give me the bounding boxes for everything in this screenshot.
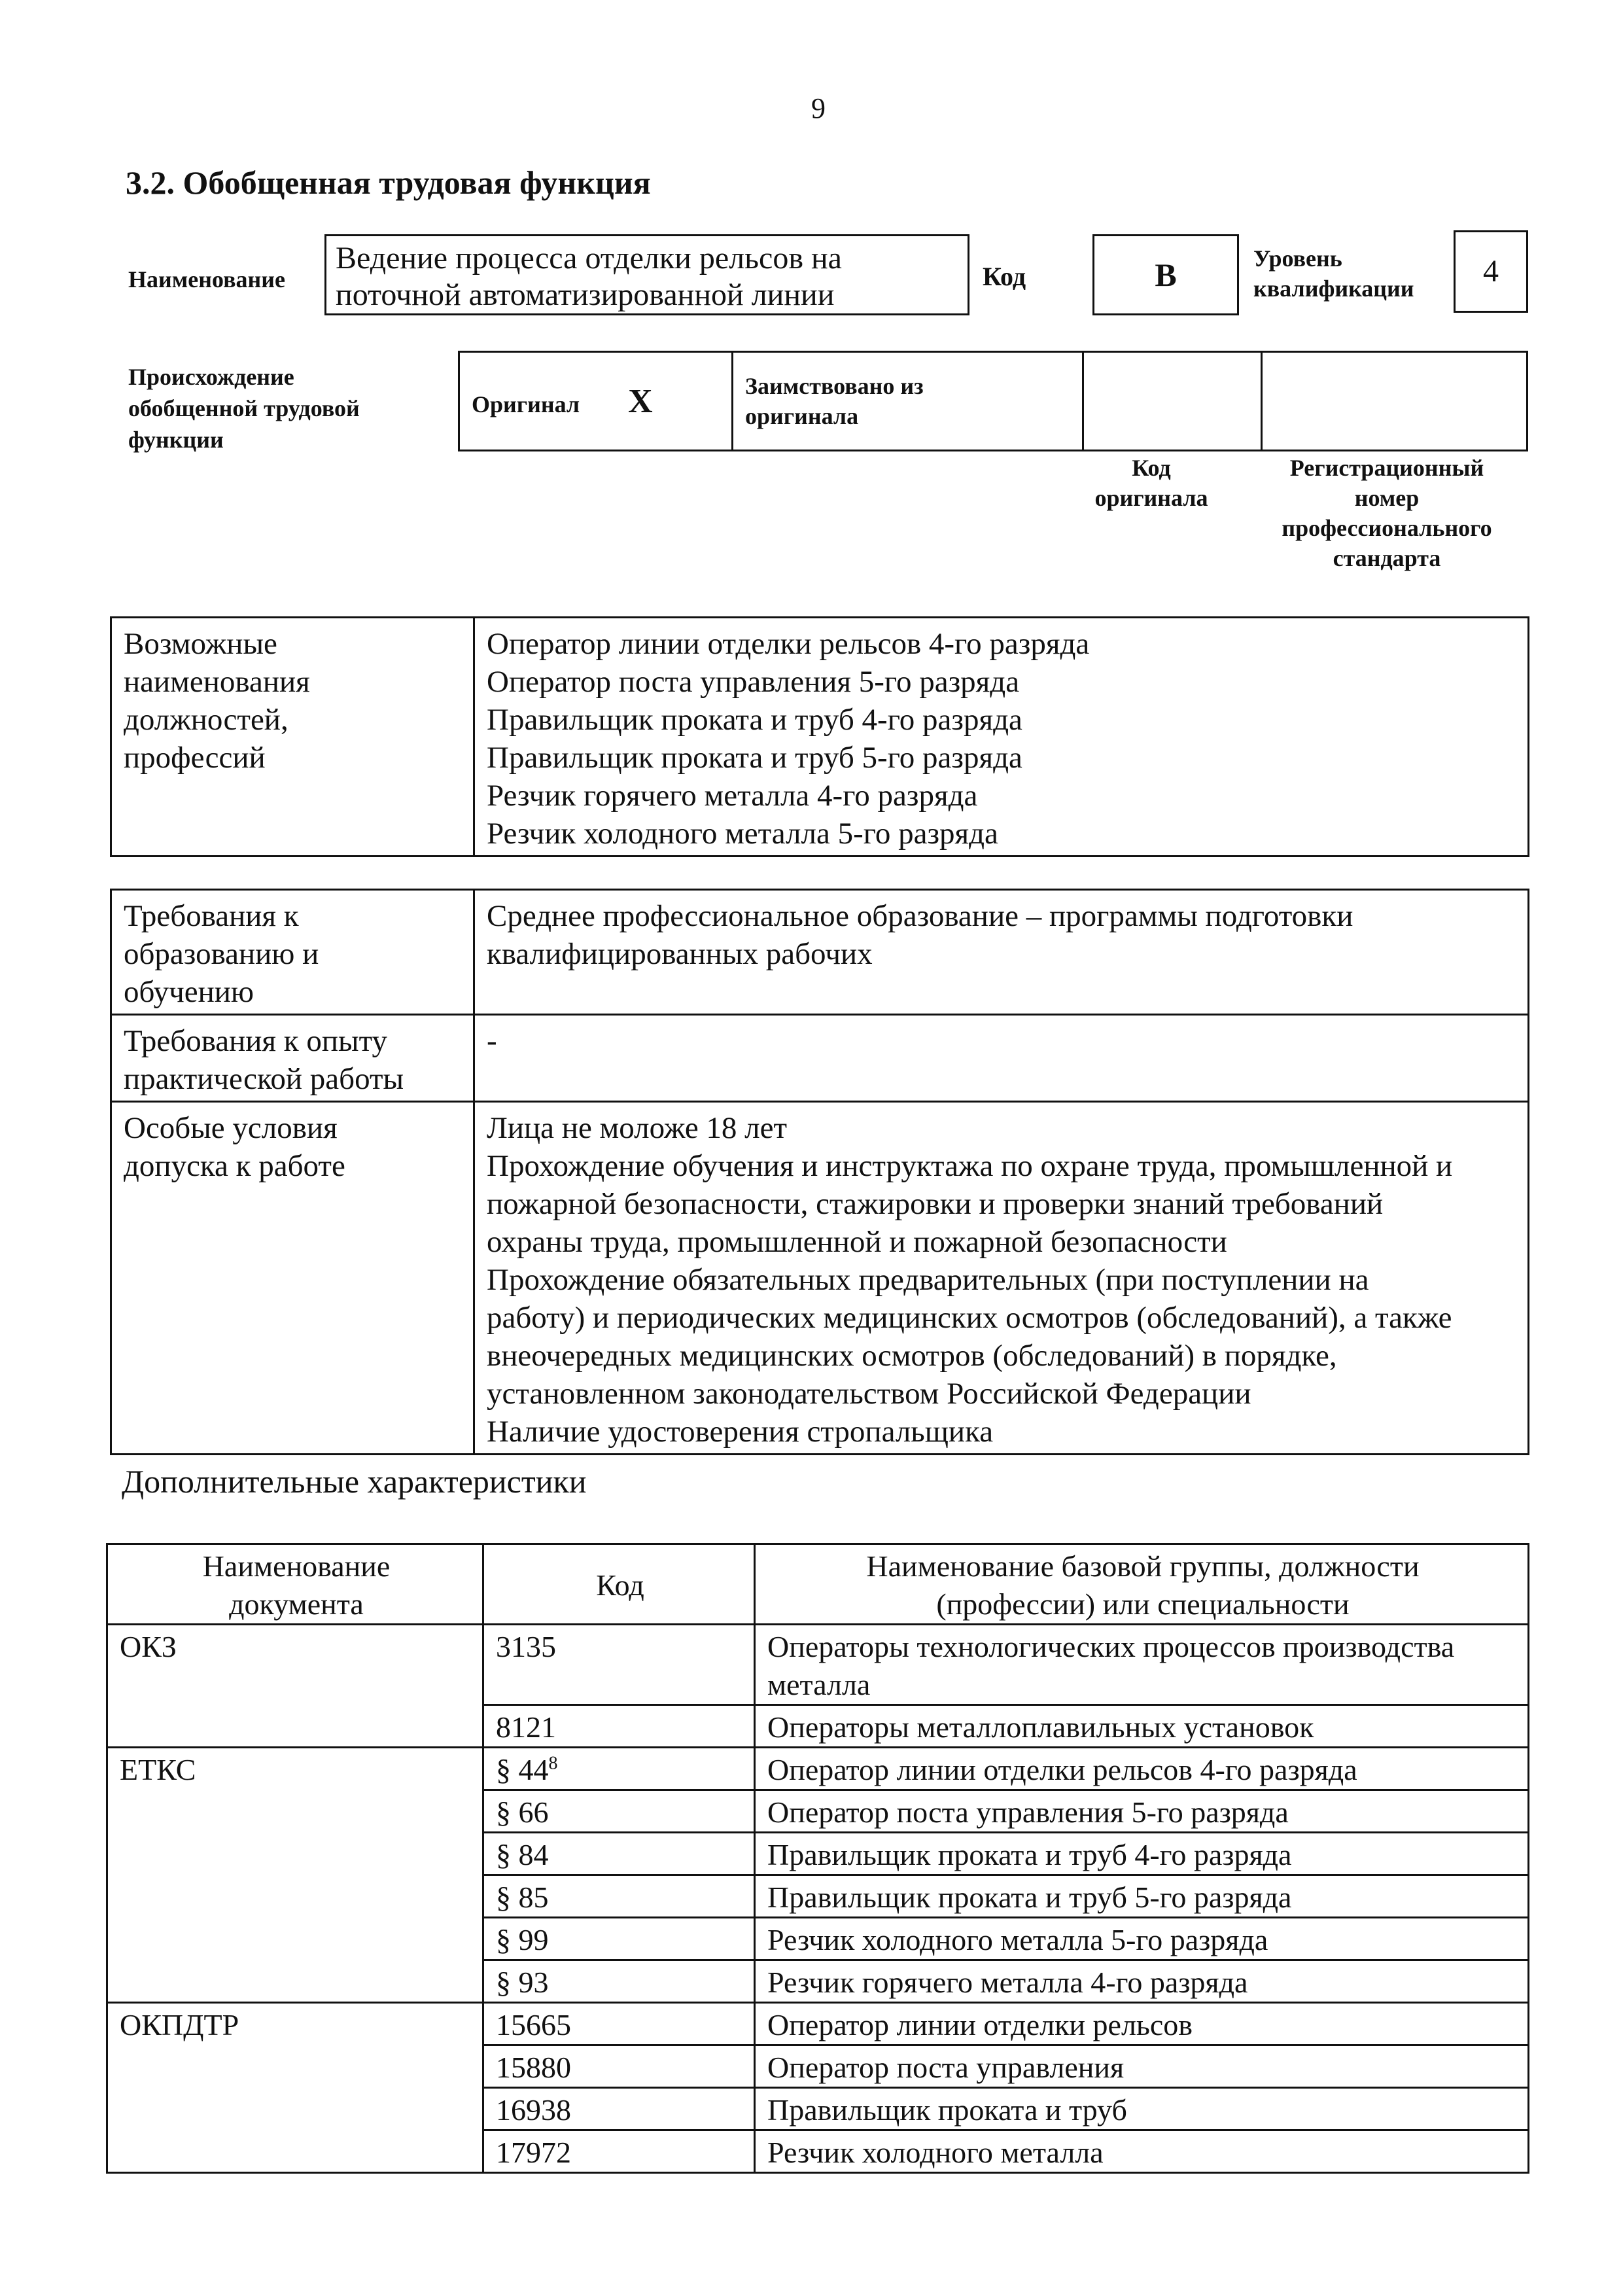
origin-label	[128, 361, 360, 455]
positions-label-line: Возможные	[124, 627, 277, 661]
code-original-caption	[1060, 453, 1243, 513]
name-cell: Оператор линии отделки рельсов	[755, 2003, 1529, 2045]
reg-number-caption	[1243, 453, 1531, 573]
special-conditions-label-line: Особые условия	[124, 1111, 338, 1145]
code-cell: 8121	[483, 1705, 755, 1748]
borrowed-cell	[733, 352, 1083, 451]
code-cell: 15880	[483, 2045, 755, 2088]
additional-header-row	[107, 1544, 1529, 1625]
position-item: Оператор поста управления 5-го разряда	[487, 665, 1020, 699]
doc-etks: ЕТКС	[107, 1748, 483, 2003]
borrowed-label-line: Заимствовано из	[745, 373, 924, 399]
special-conditions-line: работу) и периодических медицинских осмотров (обследований), а также	[487, 1301, 1452, 1335]
section-title: 3.2. Обобщенная трудовая функция	[126, 164, 651, 201]
experience-value-cell	[474, 1015, 1529, 1102]
special-conditions-line: Наличие удостоверения стропальщика	[487, 1415, 994, 1449]
level-label-line: квалификации	[1253, 275, 1414, 302]
original-cell	[459, 352, 733, 451]
special-conditions-line: Прохождение обучения и инструктажа по охране труда, промышленной и	[487, 1149, 1453, 1183]
education-value-cell	[474, 890, 1529, 1015]
special-conditions-label-cell	[111, 1102, 474, 1455]
position-item: Резчик горячего металла 4-го разряда	[487, 779, 978, 813]
code-original-cell	[1083, 352, 1262, 451]
page-number: 9	[811, 92, 826, 124]
code-cell: § 84	[483, 1833, 755, 1875]
experience-row	[111, 1015, 1529, 1102]
education-value-line: Среднее профессиональное образование – программы подготовки	[487, 899, 1353, 933]
special-conditions-line: внеочередных медицинских осмотров (обследований) в порядке,	[487, 1339, 1337, 1373]
special-conditions-line: установленном законодательством Российской Федерации	[487, 1377, 1251, 1411]
code-label: Код	[983, 262, 1026, 291]
name-cell: Резчик горячего металла 4-го разряда	[755, 1960, 1529, 2003]
experience-label-line: практической работы	[124, 1062, 404, 1096]
name-line: металла	[767, 1668, 871, 1701]
code-cell: § 85	[483, 1875, 755, 1918]
experience-value-line: -	[487, 1024, 497, 1058]
code-text: § 44	[496, 1753, 549, 1786]
level-label-line: Уровень	[1253, 245, 1342, 272]
name-cell: Оператор поста управления	[755, 2045, 1529, 2088]
education-label-line: обучению	[124, 975, 254, 1009]
education-label-line: Требования к	[124, 899, 299, 933]
level-value-box	[1454, 230, 1528, 313]
name-value-box	[324, 234, 969, 315]
level-label	[1253, 243, 1414, 304]
code-cell: 3135	[483, 1625, 755, 1705]
footnote-mark: 8	[548, 1753, 558, 1774]
name-cell: Оператор линии отделки рельсов 4-го разряда	[755, 1748, 1529, 1790]
name-value-line: Ведение процесса отделки рельсов на	[336, 241, 842, 275]
positions-label-line: наименования	[124, 665, 310, 699]
code-cell: § 66	[483, 1790, 755, 1833]
positions-table	[110, 616, 1529, 857]
name-cell: Правильщик проката и труб 5-го разряда	[755, 1875, 1529, 1918]
original-mark: X	[628, 382, 653, 420]
special-conditions-value-cell	[474, 1102, 1529, 1455]
code-original-caption-line: Код	[1132, 455, 1171, 481]
doc-okz: ОКЗ	[107, 1625, 483, 1748]
code-cell: 16938	[483, 2088, 755, 2130]
position-item: Правильщик проката и труб 4-го разряда	[487, 703, 1022, 737]
origin-label-line: функции	[128, 427, 224, 453]
reg-number-caption-line: Регистрационный	[1289, 455, 1484, 481]
name-label: Наименование	[128, 266, 285, 292]
reg-number-cell	[1262, 352, 1527, 451]
origin-label-line: Происхождение	[128, 364, 294, 390]
additional-title: Дополнительные характеристики	[122, 1463, 587, 1500]
code-cell: 15665	[483, 2003, 755, 2045]
reg-number-caption-line: номер	[1354, 485, 1420, 511]
code-cell: 17972	[483, 2130, 755, 2173]
header-doc	[107, 1544, 483, 1625]
header-code: Код	[483, 1544, 755, 1625]
code-value: B	[1155, 256, 1177, 293]
header-group-line: Наименование базовой группы, должности	[866, 1549, 1420, 1583]
positions-list-cell	[474, 618, 1529, 857]
education-row	[111, 890, 1529, 1015]
reg-number-caption-line: стандарта	[1333, 545, 1441, 571]
name-cell: Операторы металлоплавильных установок	[755, 1705, 1529, 1748]
name-cell: Правильщик проката и труб 4-го разряда	[755, 1833, 1529, 1875]
code-cell: § 93	[483, 1960, 755, 2003]
table-row	[107, 2003, 1529, 2045]
requirements-table	[110, 889, 1529, 1455]
code-original-caption-line: оригинала	[1094, 485, 1208, 511]
borrowed-label-line: оригинала	[745, 403, 859, 429]
name-cell: Резчик холодного металла	[755, 2130, 1529, 2173]
position-item: Резчик холодного металла 5-го разряда	[487, 817, 998, 851]
table-row	[107, 1625, 1529, 1705]
positions-label-line: должностей,	[124, 703, 288, 737]
position-item: Оператор линии отделки рельсов 4-го разряда	[487, 627, 1090, 661]
header-doc-line: Наименование	[202, 1549, 391, 1583]
reg-number-caption-line: профессионального	[1282, 515, 1492, 541]
header-group-line: (профессии) или специальности	[936, 1587, 1350, 1621]
experience-label-line: Требования к опыту	[124, 1024, 388, 1058]
level-value: 4	[1483, 254, 1499, 289]
positions-label-line: профессий	[124, 741, 266, 775]
origin-table	[458, 351, 1528, 451]
special-conditions-line: Лица не моложе 18 лет	[487, 1111, 788, 1145]
origin-label-line: обобщенной трудовой	[128, 395, 360, 421]
special-conditions-row	[111, 1102, 1529, 1455]
name-line: Операторы технологических процессов производства	[767, 1630, 1455, 1663]
special-conditions-line: Прохождение обязательных предварительных (при поступлении на	[487, 1263, 1369, 1297]
education-value-line: квалифицированных рабочих	[487, 937, 873, 971]
code-value-box	[1092, 234, 1239, 315]
name-cell: Оператор поста управления 5-го разряда	[755, 1790, 1529, 1833]
name-cell	[755, 1625, 1529, 1705]
additional-table	[106, 1543, 1529, 2174]
special-conditions-line: пожарной безопасности, стажировки и проверки знаний требований	[487, 1187, 1384, 1221]
position-item: Правильщик проката и труб 5-го разряда	[487, 741, 1022, 775]
special-conditions-line: охраны труда, промышленной и пожарной безопасности	[487, 1225, 1227, 1259]
doc-okpdtr: ОКПДТР	[107, 2003, 483, 2173]
header-doc-line: документа	[229, 1587, 364, 1621]
positions-label-cell	[111, 618, 474, 857]
education-label-cell	[111, 890, 474, 1015]
name-value-line: поточной автоматизированной линии	[336, 277, 835, 312]
name-cell: Резчик холодного металла 5-го разряда	[755, 1918, 1529, 1960]
code-cell: § 99	[483, 1918, 755, 1960]
code-cell	[483, 1748, 755, 1790]
original-label: Оригинал	[472, 391, 580, 417]
special-conditions-label-line: допуска к работе	[124, 1149, 345, 1183]
experience-label-cell	[111, 1015, 474, 1102]
table-row	[107, 1748, 1529, 1790]
name-cell: Правильщик проката и труб	[755, 2088, 1529, 2130]
education-label-line: образованию и	[124, 937, 319, 971]
header-group	[755, 1544, 1529, 1625]
